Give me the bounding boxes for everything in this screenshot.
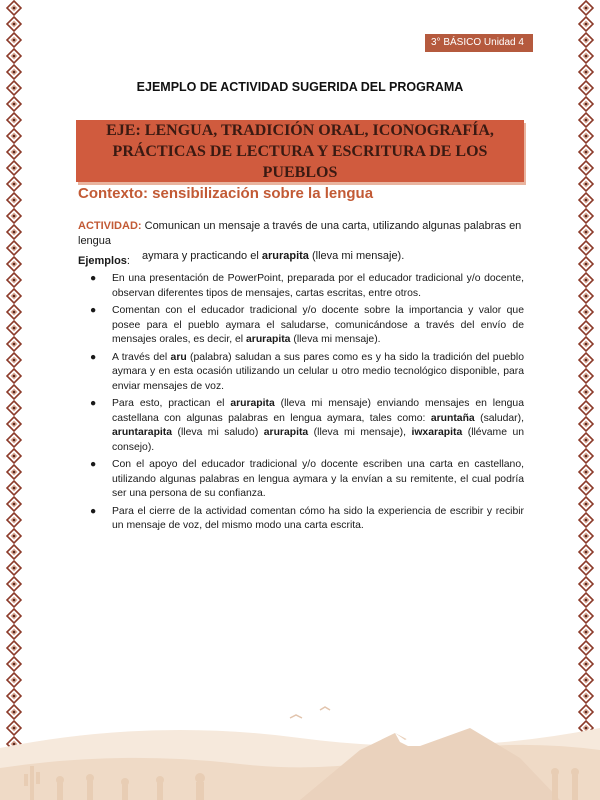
bullet-icon: ●	[90, 505, 97, 517]
item-term: iwxarapita	[411, 427, 463, 438]
item-text: Con el apoyo del educador tradicional y/o docente escriben una carta en castellano, utilizando algunas palabras en lengua aymara y la envían a su remitente, el cual podría ser una persona de su confianza.	[112, 459, 524, 499]
item-text: (llévame un consejo).	[112, 427, 525, 453]
list-item	[78, 304, 524, 348]
right-decorative-border	[578, 0, 594, 800]
list-item	[78, 351, 524, 395]
list-item	[78, 397, 524, 455]
item-text: (lleva mi mensaje) enviando mensajes en lengua castellana con algunas palabras en lengua aymara, tales como:	[112, 398, 524, 424]
page-title: EJEMPLO DE ACTIVIDAD SUGERIDA DEL PROGRAMA	[136, 80, 464, 94]
context-heading: Contexto: sensibilización sobre la lengua	[78, 185, 374, 202]
bullet-icon: ●	[90, 273, 97, 284]
activity-block	[78, 219, 522, 264]
bullet-icon: ●	[90, 459, 97, 470]
item-text: (lleva mi mensaje),	[308, 427, 412, 438]
item-text: (lleva mi saludo)	[172, 427, 264, 438]
activity-label: ACTIVIDAD:	[78, 220, 142, 232]
bullet-icon: ●	[90, 351, 97, 363]
activity-text-2a: aymara y practicando el	[142, 250, 262, 262]
item-text: (lleva mi mensaje).	[290, 334, 381, 345]
list-item	[78, 458, 524, 502]
activity-term: arurapita	[261, 250, 309, 262]
item-term: arurapita	[263, 427, 309, 438]
eje-line-2: PRÁCTICAS DE LECTURA Y ESCRITURA DE LOS PUEBLOS	[112, 142, 488, 181]
item-text: A través del	[112, 351, 171, 363]
item-text: Para el cierre de la actividad comentan cómo ha sido la experiencia de escribir y recibir un mensaje de voz, del mismo modo una carta escrita.	[112, 505, 524, 531]
bullet-icon: ●	[90, 398, 97, 409]
examples-heading: Ejemplos:	[78, 255, 130, 267]
item-term: arurapita	[230, 398, 275, 409]
examples-list	[78, 272, 524, 537]
eje-banner	[76, 120, 524, 182]
item-text: Comentan con el educador tradicional y/o docente sobre la importancia y valor que posee para el pueblo aymara el saludarse, comunicándose a través del envío de mensajes orales, es decir, el	[112, 305, 524, 345]
landscape-illustration	[0, 688, 600, 800]
item-text: (saludar),	[474, 412, 524, 424]
examples-label: Ejemplos	[78, 255, 127, 267]
bullet-icon: ●	[90, 305, 97, 316]
item-term: aruntarapita	[112, 427, 173, 438]
list-item	[78, 505, 524, 534]
item-text: En una presentación de PowerPoint, preparada por el educador tradicional y/o docente, observan diferentes tipos de mensajes, cartas escritas, entre otros.	[112, 273, 524, 299]
left-decorative-border	[6, 0, 22, 800]
item-text: Para esto, practican el	[112, 398, 231, 409]
activity-text-1: Comunican un mensaje a través de una carta, utilizando algunas palabras en lengua	[78, 220, 522, 247]
item-text: (palabra) saludan a sus pares como es y ha sido la tradición del pueblo aymara y en esta ocasión utilizando un celular u otro medio tecnológico disponible, para enviar mensajes de voz.	[112, 351, 524, 392]
item-term: aruntaña	[430, 412, 475, 424]
grade-unit-tab: 3° BÁSICO Unidad 4	[425, 34, 533, 52]
item-term: arurapita	[246, 334, 291, 345]
list-item	[78, 272, 524, 301]
activity-text-2b: (lleva mi mensaje).	[308, 250, 405, 262]
item-term: aru	[170, 351, 187, 363]
eje-line-1: EJE: LENGUA, TRADICIÓN ORAL, ICONOGRAFÍA,	[106, 121, 494, 139]
